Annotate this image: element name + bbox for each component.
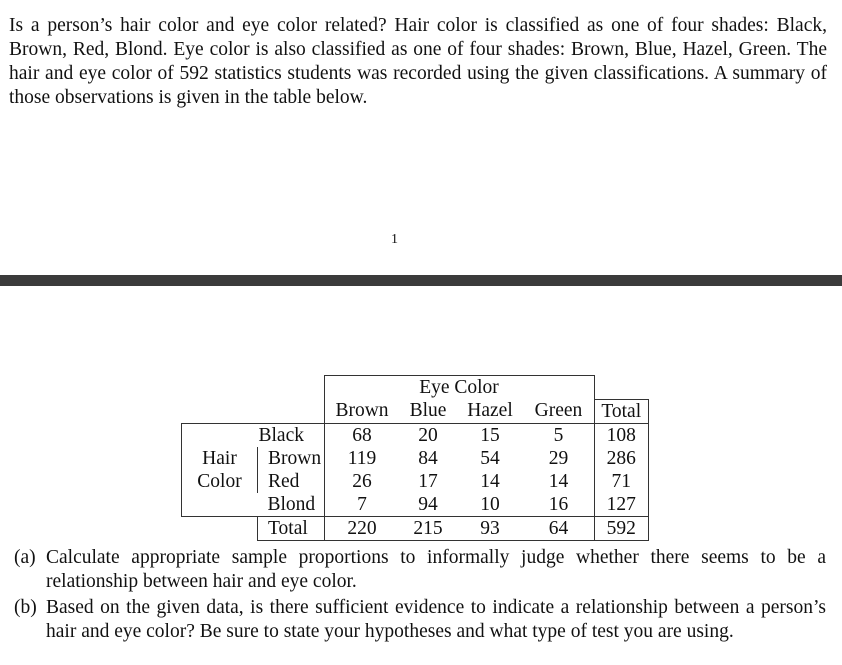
table-cell: 93 <box>457 516 524 540</box>
question-text: Based on the given data, is there sufficient evidence to indicate a relationship between a person’s hair and eye color? Be sure to state your hypotheses and what type of test you are using. <box>46 597 826 642</box>
table-cell: 84 <box>418 447 438 469</box>
question-a <box>14 546 826 594</box>
table-cell: 71 <box>594 470 649 493</box>
table-cell: 26 <box>324 470 400 493</box>
column-header-total: Total <box>594 399 649 423</box>
table-cell: 64 <box>524 516 595 540</box>
table-cell: 215 <box>400 516 457 540</box>
table-cell: 14 <box>480 470 500 492</box>
question-b <box>14 596 826 644</box>
table-cell: 16 <box>548 493 569 515</box>
table-cell: 119 <box>324 447 400 470</box>
question-text: Calculate appropriate sample proportions to informally judge whether there seems to be a relationship between hair and eye color. <box>46 547 826 592</box>
question-label: (b) <box>14 597 37 618</box>
table-header-row-columns <box>182 399 649 423</box>
question-label: (a) <box>14 547 36 568</box>
table-total-row <box>182 516 649 540</box>
table-cell: 94 <box>418 493 438 515</box>
row-label-red: Red <box>258 470 325 493</box>
column-header-hazel: Hazel <box>457 399 524 423</box>
row-label-black: Black <box>258 423 325 447</box>
contingency-table <box>181 375 649 541</box>
table-cell: 14 <box>548 470 569 492</box>
table-cell: 10 <box>480 493 500 515</box>
table-cell: 592 <box>594 516 649 540</box>
table-cell: 68 <box>324 423 400 447</box>
table-cell: 54 <box>480 447 500 469</box>
table-cell: 17 <box>418 470 438 492</box>
table-cell: 5 <box>553 424 564 446</box>
table-row <box>182 423 649 447</box>
table-cell: 29 <box>548 447 569 469</box>
table-cell: 20 <box>418 424 438 446</box>
intro-paragraph: Is a person’s hair color and eye color related? Hair color is classified as one of four shades: Black, Brown, Red, Blond. Eye color is also classified as one of four shades: Brown, Blue, Hazel, Green. The hair and eye color of 592 statistics students was recorded using the given classifications. A summary of those observations is given in the table below. <box>9 15 827 108</box>
hair-label-line1: Hair <box>182 447 258 470</box>
table-cell: 7 <box>324 493 400 517</box>
page-separator <box>0 275 842 286</box>
table-cell: 108 <box>594 423 649 447</box>
page-number: 1 <box>391 232 398 247</box>
table-row <box>182 447 649 470</box>
column-header-blue: Blue <box>400 399 457 423</box>
table-header-row-eye-color <box>182 376 649 400</box>
eye-color-header: Eye Color <box>324 376 594 400</box>
hair-label-line2: Color <box>182 470 258 493</box>
table-row <box>182 493 649 517</box>
table-row <box>182 470 649 493</box>
table-cell: 127 <box>594 493 649 517</box>
table-cell: 15 <box>480 424 500 446</box>
row-label-blond: Blond <box>258 493 325 517</box>
table-cell: 220 <box>324 516 400 540</box>
column-header-brown: Brown <box>324 399 400 423</box>
row-label-total: Total <box>258 516 325 540</box>
column-header-green: Green <box>524 399 595 423</box>
questions-list <box>14 546 826 646</box>
row-label-brown: Brown <box>258 447 325 470</box>
table-cell: 286 <box>594 447 649 470</box>
